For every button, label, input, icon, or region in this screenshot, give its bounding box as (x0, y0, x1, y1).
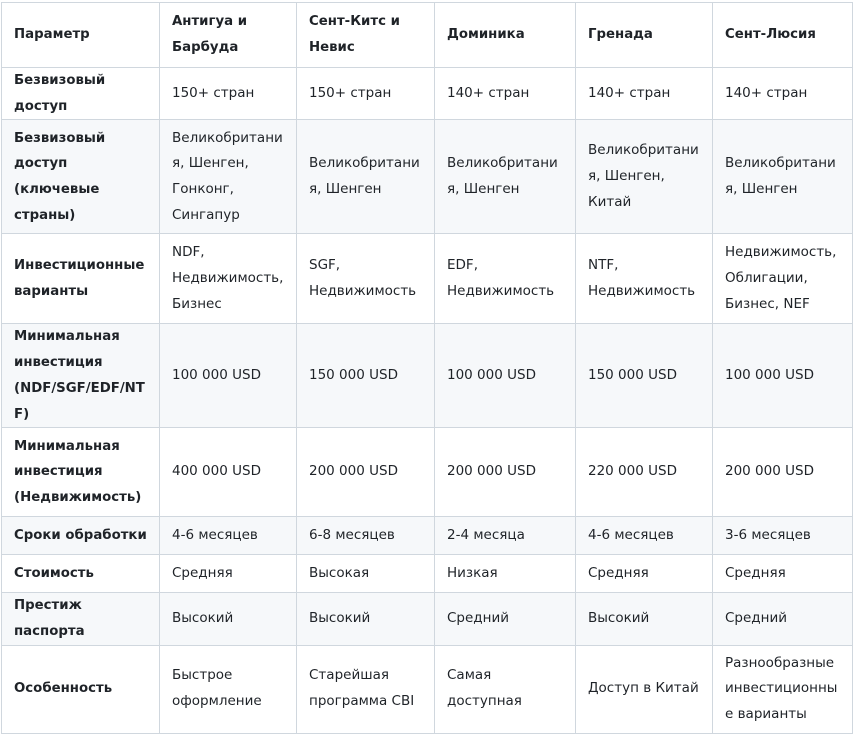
table-row (2, 517, 853, 555)
table-cell: Разнообразные инвестиционные варианты (713, 645, 853, 733)
table-cell: 100 000 USD (713, 324, 853, 428)
table-cell: Средний (713, 593, 853, 645)
header-cell: Сент-Люсия (713, 3, 853, 68)
table-cell: Самая доступная (435, 645, 576, 733)
table-cell: 150+ стран (160, 68, 297, 120)
table-row (2, 645, 853, 733)
table-cell: Средняя (160, 555, 297, 593)
table-cell: 4-6 месяцев (576, 517, 713, 555)
table-cell: 2-4 месяца (435, 517, 576, 555)
row-label: Минимальная инвестиция (Недвижимость) (2, 428, 160, 517)
table-cell: 100 000 USD (160, 324, 297, 428)
table-cell: SGF, Недвижимость (297, 234, 435, 324)
table-cell: Высокий (297, 593, 435, 645)
table-cell: 150 000 USD (297, 324, 435, 428)
row-label: Минимальная инвестиция (NDF/SGF/EDF/NTF) (2, 324, 160, 428)
table-row (2, 68, 853, 120)
table-cell: 150 000 USD (576, 324, 713, 428)
table-cell: 4-6 месяцев (160, 517, 297, 555)
table-cell: Великобритания, Шенген (435, 120, 576, 234)
header-cell: Доминика (435, 3, 576, 68)
table-cell: NTF, Недвижимость (576, 234, 713, 324)
table-cell: 140+ стран (576, 68, 713, 120)
row-label: Сроки обработки (2, 517, 160, 555)
table-cell: 200 000 USD (713, 428, 853, 517)
row-label: Безвизовый доступ (ключевые страны) (2, 120, 160, 234)
table-cell: Доступ в Китай (576, 645, 713, 733)
table-row (2, 593, 853, 645)
table-row (2, 120, 853, 234)
table-cell: Средний (435, 593, 576, 645)
row-label: Престиж паспорта (2, 593, 160, 645)
table-cell: Низкая (435, 555, 576, 593)
table-cell: Великобритания, Шенген, Китай (576, 120, 713, 234)
table-cell: EDF, Недвижимость (435, 234, 576, 324)
table-cell: 200 000 USD (297, 428, 435, 517)
table-cell: 100 000 USD (435, 324, 576, 428)
table-row (2, 428, 853, 517)
table-cell: Средняя (576, 555, 713, 593)
header-row (2, 3, 853, 68)
table-cell: Великобритания, Шенген (297, 120, 435, 234)
row-label: Инвестиционные варианты (2, 234, 160, 324)
table-cell: Великобритания, Шенген, Гонконг, Сингапур (160, 120, 297, 234)
header-cell: Антигуа и Барбуда (160, 3, 297, 68)
table-cell: 220 000 USD (576, 428, 713, 517)
table-cell: 3-6 месяцев (713, 517, 853, 555)
table-cell: Высокая (297, 555, 435, 593)
row-label: Стоимость (2, 555, 160, 593)
table-row (2, 555, 853, 593)
table-cell: Быстрое оформление (160, 645, 297, 733)
header-cell: Сент-Китс и Невис (297, 3, 435, 68)
table-cell: Высокий (160, 593, 297, 645)
table-cell: Средняя (713, 555, 853, 593)
table-cell: 140+ стран (713, 68, 853, 120)
table-cell: NDF, Недвижимость, Бизнес (160, 234, 297, 324)
table-cell: Недвижимость, Облигации, Бизнес, NEF (713, 234, 853, 324)
table-cell: Великобритания, Шенген (713, 120, 853, 234)
row-label: Особенность (2, 645, 160, 733)
table-cell: 200 000 USD (435, 428, 576, 517)
table-cell: Высокий (576, 593, 713, 645)
table-cell: 400 000 USD (160, 428, 297, 517)
table-cell: 140+ стран (435, 68, 576, 120)
table-cell: 150+ стран (297, 68, 435, 120)
table-cell: Старейшая программа CBI (297, 645, 435, 733)
comparison-table (1, 2, 853, 734)
header-cell: Параметр (2, 3, 160, 68)
header-cell: Гренада (576, 3, 713, 68)
table-row (2, 324, 853, 428)
row-label: Безвизовый доступ (2, 68, 160, 120)
table-cell: 6-8 месяцев (297, 517, 435, 555)
table-row (2, 234, 853, 324)
